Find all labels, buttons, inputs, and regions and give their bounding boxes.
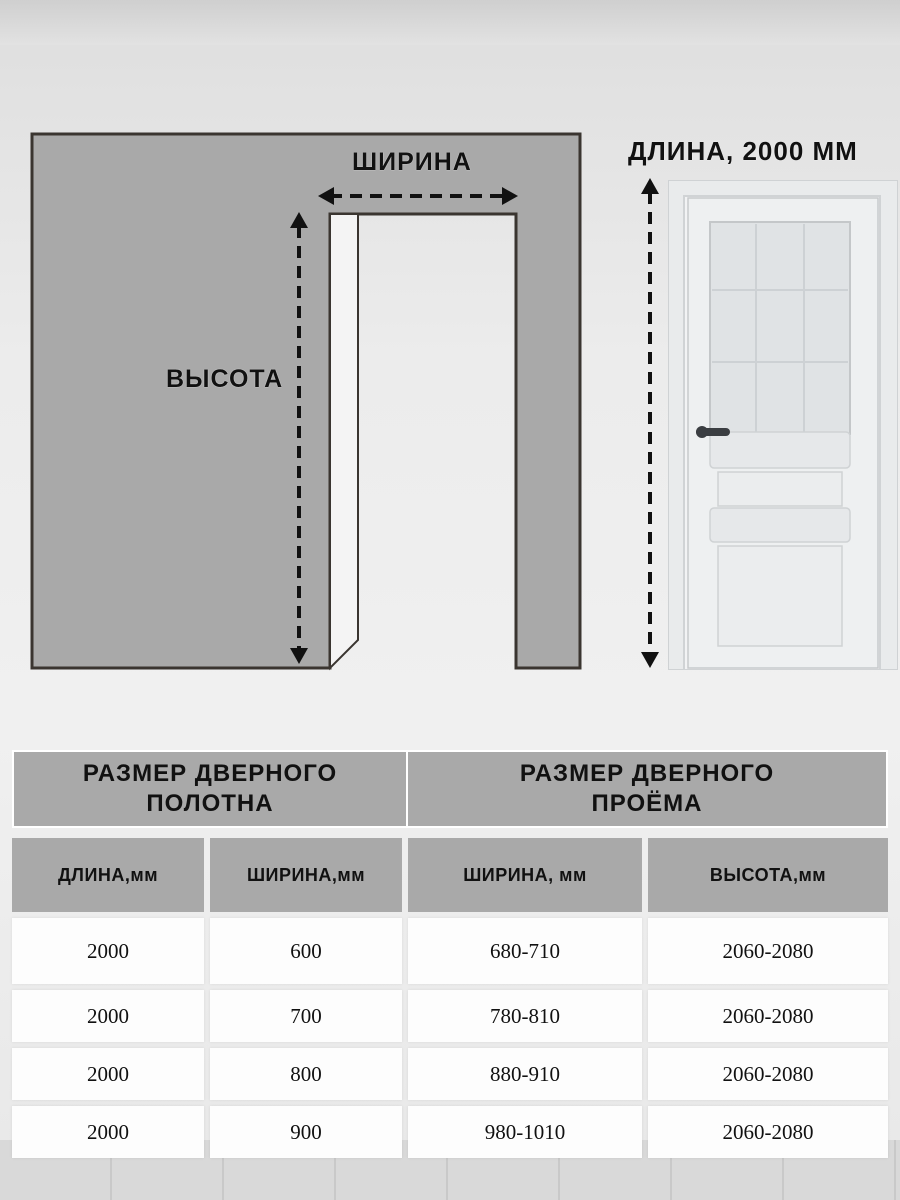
length-label: ДЛИНА, 2000 ММ [628,136,858,166]
height-label: ВЫСОТА [166,365,284,393]
table-cell: 2060-2080 [648,990,888,1042]
column-header-leaf-width: ШИРИНА,мм [210,838,402,912]
column-header-opening-width: ШИРИНА, мм [408,838,642,912]
table-cell: 880-910 [408,1048,642,1100]
table-cell: 780-810 [408,990,642,1042]
wall-reveal [330,214,358,668]
table-cell: 700 [210,990,402,1042]
table-cell: 900 [210,1106,402,1158]
group-header-opening [406,750,888,828]
table-cell: 2060-2080 [648,918,888,984]
table-cell: 2000 [12,1106,204,1158]
table-cell: 680-710 [408,918,642,984]
table-cell: 2060-2080 [648,1106,888,1158]
group-header-leaf-text: РАЗМЕР ДВЕРНОГО ПОЛОТНА [82,760,338,817]
table-cell: 2000 [12,990,204,1042]
group-header-opening-text: РАЗМЕР ДВЕРНОГО ПРОЁМА [519,760,775,817]
table-cell: 2000 [12,918,204,984]
length-arrow [641,178,659,668]
table-cell: 600 [210,918,402,984]
table-cell: 800 [210,1048,402,1100]
table-cell: 980-1010 [408,1106,642,1158]
column-header-length: ДЛИНА,мм [12,838,204,912]
wall-shape [32,134,580,668]
column-header-opening-height: ВЫСОТА,мм [648,838,888,912]
table-cell: 2060-2080 [648,1048,888,1100]
width-label: ШИРИНА [352,148,472,176]
table-cell: 2000 [12,1048,204,1100]
door-image [668,180,898,670]
group-header-leaf [12,750,408,828]
